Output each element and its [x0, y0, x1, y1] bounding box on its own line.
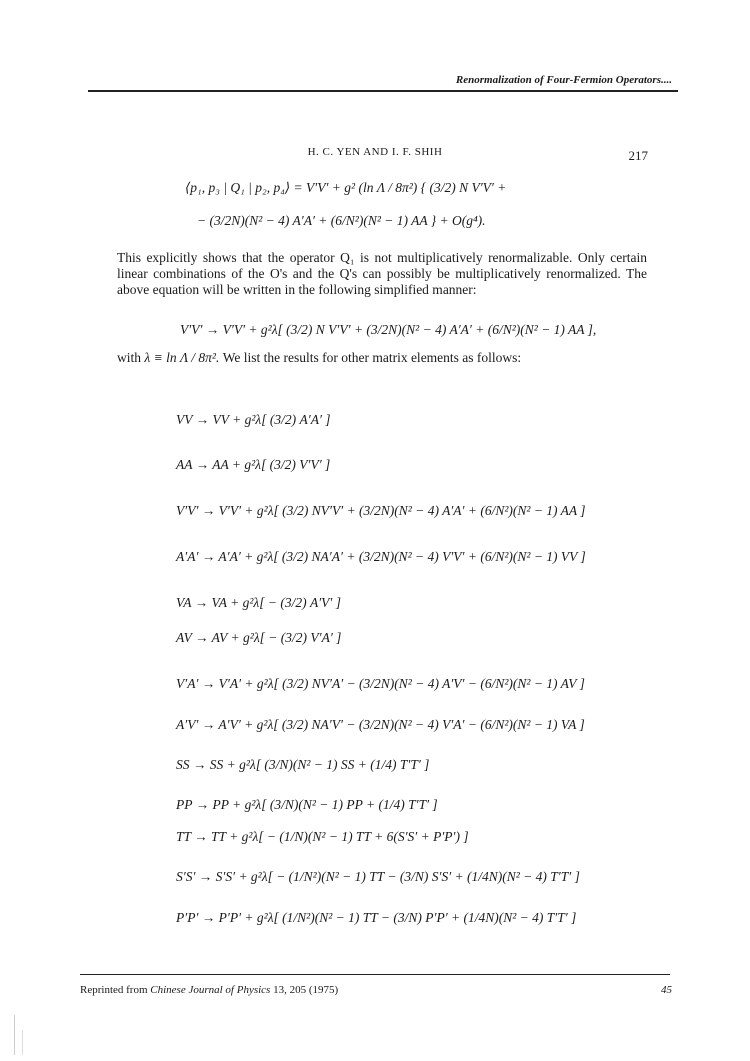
authors-line: H. C. YEN AND I. F. SHIH: [307, 146, 443, 158]
intro-equation-line-2: − (3/2N)(N² − 4) A′A′ + (6/N²)(N² − 1) AA } + O(g⁴).: [197, 213, 486, 228]
scan-artifact: [22, 1030, 23, 1055]
header-rule: [88, 90, 678, 92]
footer-page-number: 45: [661, 984, 672, 996]
simplified-equation: V′V′ → V′V′ + g²λ[ (3/2) N V′V′ + (3/2N)(N² − 4) A′A′ + (6/N²)(N² − 1) AA ],: [180, 322, 597, 337]
matrix-element-equation: VV → VV + g²λ[ (3/2) A′A′ ]: [176, 412, 331, 427]
intro-equation-line-1: ⟨p₁, p₃ | Q₁ | p₂, p₄⟩ = V′V′ + g² (ln Λ / 8π²) { (3/2) N V′V′ +: [185, 180, 507, 195]
lambda-definition-line: [117, 350, 521, 366]
matrix-element-equation: AV → AV + g²λ[ − (3/2) V′A′ ]: [176, 630, 342, 645]
matrix-element-equation: V′V′ → V′V′ + g²λ[ (3/2) NV′V′ + (3/2N)(N² − 4) A′A′ + (6/N²)(N² − 1) AA ]: [176, 503, 586, 518]
list-intro-text: We list the results for other matrix elements as follows:: [222, 350, 522, 365]
matrix-element-equation: TT → TT + g²λ[ − (1/N)(N² − 1) TT + 6(S′S′ + P′P′) ]: [176, 829, 469, 844]
matrix-element-equation: VA → VA + g²λ[ − (3/2) A′V′ ]: [176, 595, 342, 610]
matrix-element-equation: SS → SS + g²λ[ (3/N)(N² − 1) SS + (1/4) T′T′ ]: [176, 757, 430, 772]
page-number: 217: [628, 148, 648, 163]
body-paragraph: This explicitly shows that the operator Q₁ is not multiplicatively renormalizable. Only certain linear combinations of the O's and the Q's can possibly be multiplicatively renormalized. The above equation will be written in the following simplified manner:: [117, 250, 647, 297]
reprint-note: [80, 984, 338, 996]
scan-artifact: [14, 1015, 15, 1055]
matrix-element-equation: A′A′ → A′A′ + g²λ[ (3/2) NA′A′ + (3/2N)(N² − 4) V′V′ + (6/N²)(N² − 1) VV ]: [176, 549, 586, 564]
lambda-definition: λ ≡ ln Λ / 8π².: [144, 350, 220, 365]
journal-citation: 13, 205 (1975): [273, 984, 339, 996]
matrix-element-equation: A′V′ → A′V′ + g²λ[ (3/2) NA′V′ − (3/2N)(N² − 4) V′A′ − (6/N²)(N² − 1) VA ]: [176, 717, 585, 732]
footer-rule: [80, 974, 670, 975]
matrix-element-equation: PP → PP + g²λ[ (3/N)(N² − 1) PP + (1/4) T′T′ ]: [176, 797, 438, 812]
matrix-element-equation: S′S′ → S′S′ + g²λ[ − (1/N²)(N² − 1) TT − (3/N) S′S′ + (1/4N)(N² − 4) T′T′ ]: [176, 869, 580, 884]
reprint-prefix: Reprinted from: [80, 984, 148, 996]
running-title: Renormalization of Four-Fermion Operators....: [455, 74, 672, 86]
journal-name: Chinese Journal of Physics: [150, 984, 271, 996]
matrix-element-equation: V′A′ → V′A′ + g²λ[ (3/2) NV′A′ − (3/2N)(N² − 4) A′V′ − (6/N²)(N² − 1) AV ]: [176, 676, 585, 691]
matrix-element-equation: AA → AA + g²λ[ (3/2) V′V′ ]: [176, 457, 331, 472]
matrix-element-equation: P′P′ → P′P′ + g²λ[ (1/N²)(N² − 1) TT − (3/N) P′P′ + (1/4N)(N² − 4) T′T′ ]: [176, 910, 577, 925]
with-word: with: [117, 350, 142, 365]
